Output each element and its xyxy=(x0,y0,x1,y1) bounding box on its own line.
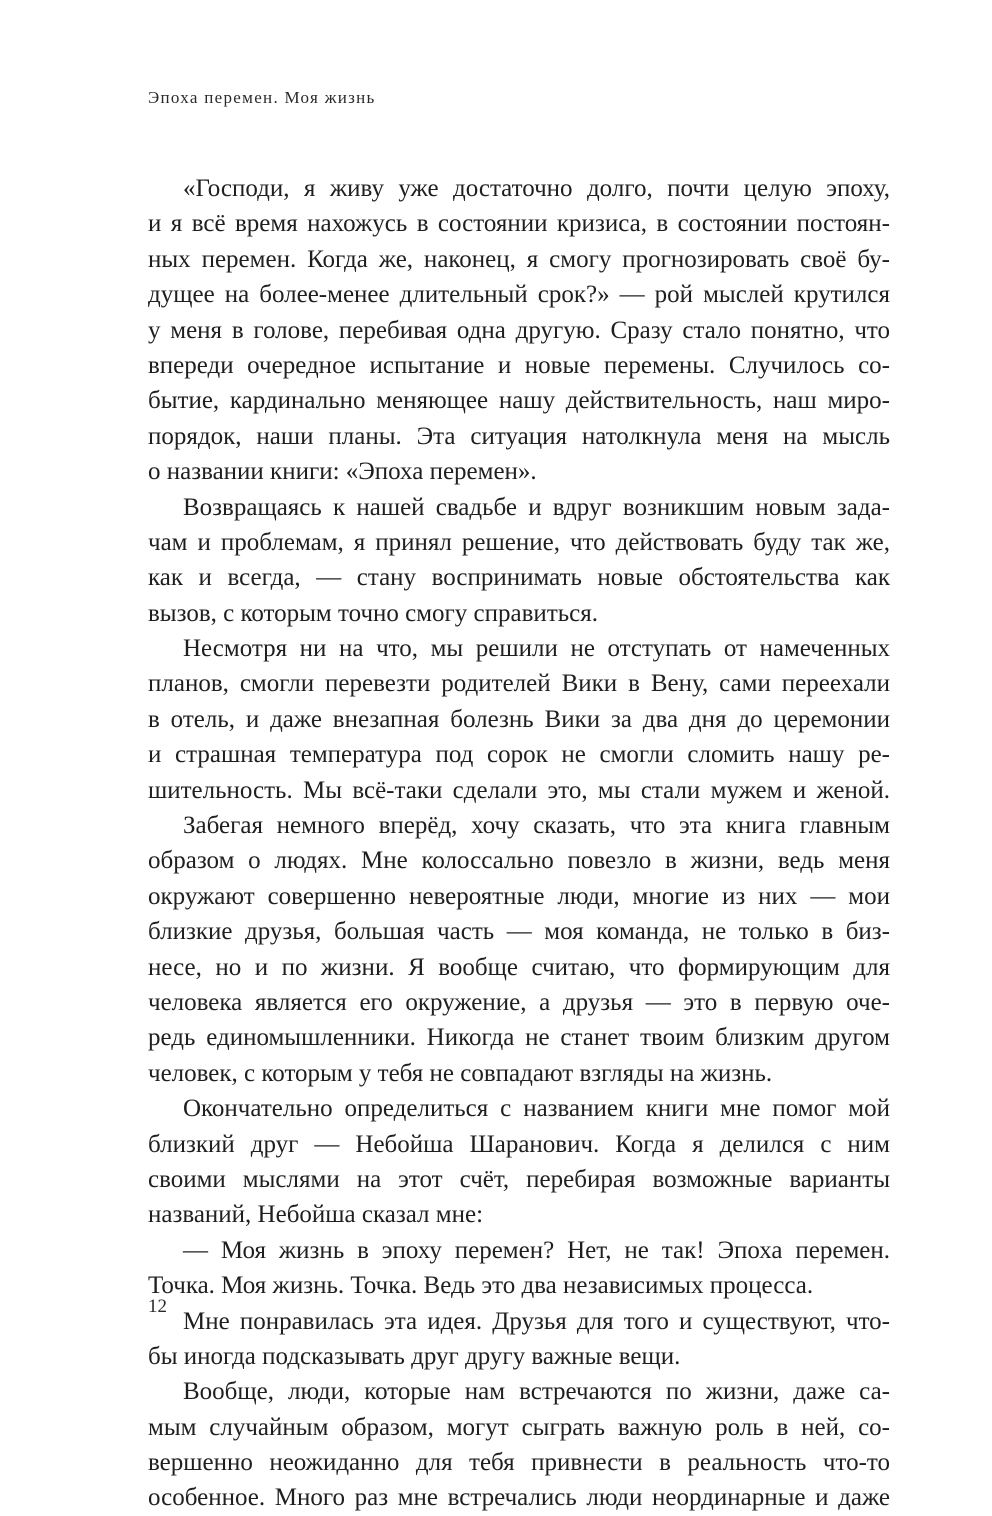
text-line: образом о людях. Мне колоссально повезло в жизни, ведь меня xyxy=(148,847,890,875)
running-header: Эпоха перемен. Моя жизнь xyxy=(148,88,376,107)
text-line: названий, Небойша сказал мне: xyxy=(148,1201,484,1229)
text-line: вершенно неожиданно для тебя привнести в реальность что-то xyxy=(148,1449,890,1477)
text-line: шительность. Мы всё-таки сделали это, мы стали мужем и женой. xyxy=(148,776,890,804)
text-line: о названии книги: «Эпоха перемен». xyxy=(148,458,537,486)
text-line: мым случайным образом, могут сыграть важную роль в ней, со- xyxy=(148,1413,890,1441)
text-line: «Господи, я живу уже достаточно долго, почти целую эпоху, xyxy=(183,175,890,202)
text-line: Забегая немного вперёд, хочу сказать, что эта книга главным xyxy=(183,812,890,840)
text-line: планов, смогли перевезти родителей Вики в Вену, сами переехали xyxy=(148,670,890,698)
text-line: впереди очередное испытание и новые перемены. Случилось со- xyxy=(148,351,890,379)
text-line: и я всё время нахожусь в состоянии кризиса, в состоянии постоян- xyxy=(148,210,890,238)
text-line: в отель, и даже внезапная болезнь Вики за два дня до церемонии xyxy=(148,705,890,733)
text-line: как и всегда, — стану воспринимать новые обстоятельства как xyxy=(148,564,890,592)
body-text xyxy=(148,171,890,1516)
text-line: окружают совершенно невероятные люди, многие из них — мои xyxy=(148,882,890,910)
text-line: Окончательно определиться с названием книги мне помог мой xyxy=(183,1095,890,1123)
text-line: бытие, кардинально меняющее нашу действительность, наш миро- xyxy=(148,387,890,415)
text-line: редь единомышленники. Никогда не станет твоим близким другом xyxy=(148,1024,890,1052)
text-line: близкие друзья, большая часть — моя команда, не только в биз- xyxy=(148,918,890,946)
text-line: человек, с которым у тебя не совпадают взгляды на жизнь. xyxy=(148,1059,773,1087)
text-line: Несмотря ни на что, мы решили не отступать от намеченных xyxy=(183,635,890,663)
text-line: дущее на более-менее длительный срок?» — рой мыслей крутился xyxy=(148,281,890,309)
text-line: бы иногда подсказывать друг другу важные вещи. xyxy=(148,1342,681,1370)
text-line: ных перемен. Когда же, наконец, я смогу прогнозировать своё бу- xyxy=(148,245,890,273)
text-line: у меня в голове, перебивая одна другую. Сразу стало понятно, что xyxy=(148,316,890,344)
text-line: Возвращаясь к нашей свадьбе и вдруг возникшим новым зада- xyxy=(183,493,890,521)
text-line: Вообще, люди, которые нам встречаются по жизни, даже са- xyxy=(183,1378,890,1406)
text-line: Точка. Моя жизнь. Точка. Ведь это два независимых процесса. xyxy=(148,1272,814,1300)
text-line: Мне понравилась эта идея. Друзья для того и существуют, что- xyxy=(183,1307,890,1335)
text-line: близкий друг — Небойша Шаранович. Когда я делился с ним xyxy=(148,1130,890,1158)
text-line: вызов, с которым точно смогу справиться. xyxy=(148,599,598,627)
text-line: порядок, наши планы. Эта ситуация натолкнула меня на мысль xyxy=(148,422,890,450)
text-line: особенное. Много раз мне встречались люди неординарные и даже xyxy=(148,1484,890,1512)
text-line: и страшная температура под сорок не смогли сломить нашу ре- xyxy=(148,741,890,769)
text-line: чам и проблемам, я принял решение, что действовать буду так же, xyxy=(148,528,890,556)
text-line: своими мыслями на этот счёт, перебирая возможные варианты xyxy=(148,1165,890,1193)
text-line: несе, но и по жизни. Я вообще считаю, что формирующим для xyxy=(148,953,890,981)
text-line: человека является его окружение, а друзья — это в первую оче- xyxy=(148,988,890,1016)
text-line: — Моя жизнь в эпоху перемен? Нет, не так! Эпоха перемен. xyxy=(183,1236,890,1264)
page-number: 12 xyxy=(148,1296,167,1317)
